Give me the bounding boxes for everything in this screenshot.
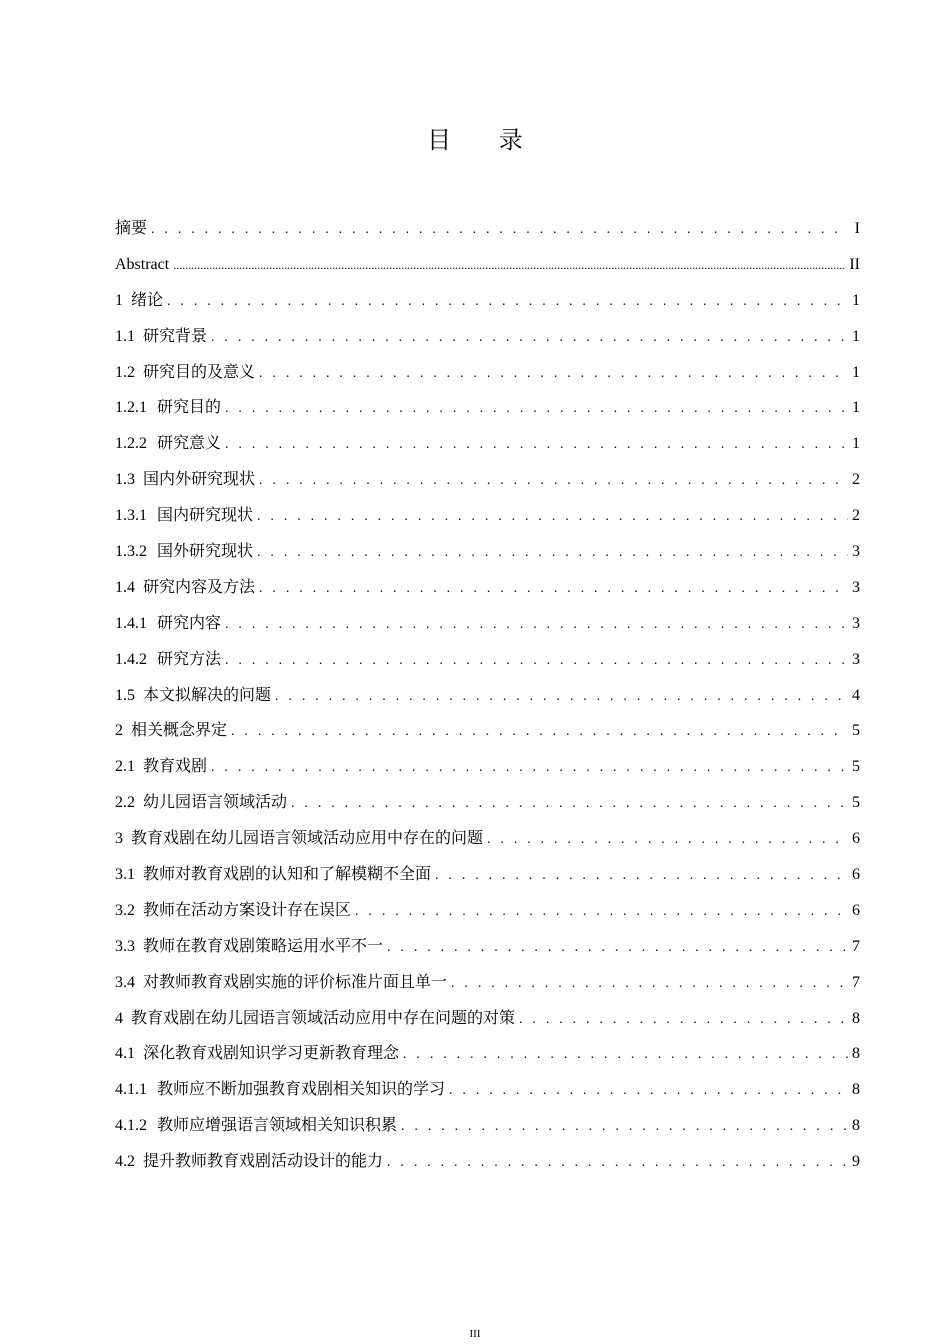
toc-entry-page: 5 <box>852 794 860 812</box>
toc-dot-leader <box>449 1073 848 1109</box>
toc-entry-title: 国外研究现状 <box>157 543 254 561</box>
toc-entry-title: 研究背景 <box>143 327 208 345</box>
toc-entry[interactable] <box>115 570 860 606</box>
toc-entry[interactable] <box>115 283 860 319</box>
toc-entry-title: 教师应不断加强教育戏剧相关知识的学习 <box>157 1081 446 1099</box>
toc-dot-leader <box>167 284 848 320</box>
toc-entry-number: 4.1.1 <box>115 1081 147 1099</box>
toc-entry-page: 6 <box>852 866 860 884</box>
toc-entry-number: 1.4.1 <box>115 614 147 632</box>
toc-entry-number: 1.3.2 <box>115 543 147 561</box>
toc-dot-leader <box>225 427 848 463</box>
toc-dot-leader <box>151 212 848 248</box>
toc-entry[interactable] <box>115 1072 860 1108</box>
toc-entry-title: 国内研究现状 <box>157 507 254 525</box>
toc-title: 目 录 <box>427 126 543 154</box>
toc-entry-number: 2.2 <box>115 794 135 812</box>
toc-entry-title: 幼儿园语言领域活动 <box>143 794 288 812</box>
toc-entry-number: 3.1 <box>115 866 135 884</box>
toc-entry-page: 4 <box>852 686 860 704</box>
toc-entry-number: 1.5 <box>115 686 135 704</box>
toc-dot-leader <box>401 1109 848 1145</box>
toc-entry-title: 绪论 <box>131 291 164 309</box>
toc-dot-leader <box>435 858 848 894</box>
toc-entry-page: 5 <box>852 758 860 776</box>
toc-entry[interactable] <box>115 893 860 929</box>
toc-entry-number: 1.2 <box>115 363 135 381</box>
toc-entry-number: 2 <box>115 722 123 740</box>
toc-entry-title: 相关概念界定 <box>131 722 228 740</box>
toc-entry-title: 研究方法 <box>157 650 222 668</box>
toc-entry[interactable] <box>115 498 860 534</box>
toc-entry-number: 2.1 <box>115 758 135 776</box>
toc-entry-page: I <box>854 220 860 237</box>
toc-entry-title: 对教师教育戏剧实施的评价标准片面且单一 <box>143 973 448 991</box>
toc-entry-number: 1.4 <box>115 578 135 596</box>
toc-entry-page: 3 <box>852 578 860 596</box>
toc-entry[interactable] <box>115 247 860 283</box>
toc-entry-number: 4.1.2 <box>115 1117 147 1135</box>
toc-entry-page: 2 <box>852 471 860 489</box>
toc-dot-leader <box>519 1002 848 1038</box>
page-number: III <box>469 1328 481 1340</box>
toc-dot-leader <box>257 535 848 571</box>
toc-entry[interactable] <box>115 929 860 965</box>
toc-dot-leader <box>259 571 848 607</box>
toc-entry-title: 深化教育戏剧知识学习更新教育理念 <box>143 1045 400 1063</box>
toc-entry-title: 教师在活动方案设计存在误区 <box>143 901 352 919</box>
toc-entry-title: 研究内容及方法 <box>143 578 256 596</box>
toc-dot-leader <box>173 248 845 284</box>
toc-entry-title: 教育戏剧在幼儿园语言领域活动应用中存在的问题 <box>131 830 484 848</box>
toc-dot-leader <box>211 320 848 356</box>
toc-entry-page: 2 <box>852 507 860 525</box>
toc-entry-number: 4.1 <box>115 1045 135 1063</box>
toc-dot-leader <box>387 930 848 966</box>
toc-entry-title: Abstract <box>115 255 170 273</box>
toc-entry-number: 4.2 <box>115 1153 135 1171</box>
toc-entry-page: 8 <box>852 1009 860 1027</box>
toc-entry[interactable] <box>115 1036 860 1072</box>
toc-dot-leader <box>387 1145 848 1181</box>
toc-dot-leader <box>275 679 848 715</box>
toc-dot-leader <box>355 894 848 930</box>
toc-dot-leader <box>225 391 848 427</box>
toc-entry-page: 8 <box>852 1117 860 1135</box>
toc-entry-number: 1.2.1 <box>115 399 147 417</box>
toc-entry[interactable] <box>115 319 860 355</box>
toc-entry[interactable] <box>115 1001 860 1037</box>
toc-entry-title: 教师应增强语言领域相关知识积累 <box>157 1117 398 1135</box>
toc-entry[interactable] <box>115 642 860 678</box>
toc-entry[interactable] <box>115 606 860 642</box>
toc-entry[interactable] <box>115 713 860 749</box>
toc-entry-page: 8 <box>852 1081 860 1099</box>
toc-entry-number: 1.2.2 <box>115 435 147 453</box>
toc-entry[interactable] <box>115 785 860 821</box>
toc-entry-page: 3 <box>852 650 860 668</box>
toc-entry-number: 3.3 <box>115 937 135 955</box>
toc-dot-leader <box>225 607 848 643</box>
toc-entry-page: 1 <box>852 327 860 345</box>
toc-entry-title: 研究意义 <box>157 435 222 453</box>
toc-entry-title: 教师在教育戏剧策略运用水平不一 <box>143 937 384 955</box>
toc-entry[interactable] <box>115 426 860 462</box>
toc-entry[interactable] <box>115 821 860 857</box>
toc-entry-number: 3.4 <box>115 973 135 991</box>
toc-entry-page: 1 <box>852 435 860 453</box>
toc-entry[interactable] <box>115 355 860 391</box>
toc-dot-leader <box>257 499 848 535</box>
toc-entry-number: 3.2 <box>115 901 135 919</box>
toc-dot-leader <box>403 1037 848 1073</box>
toc-entry-title: 研究目的及意义 <box>143 363 256 381</box>
toc-entry-page: 3 <box>852 614 860 632</box>
toc-entry-title: 教师对教育戏剧的认知和了解模糊不全面 <box>143 866 432 884</box>
toc-entry-page: 1 <box>852 363 860 381</box>
toc-entry[interactable] <box>115 390 860 426</box>
toc-entry-page: 7 <box>852 973 860 991</box>
toc-dot-leader <box>259 356 848 392</box>
toc-entry-title: 本文拟解决的问题 <box>143 686 272 704</box>
toc-entry-number: 4 <box>115 1009 123 1027</box>
toc-entry-page: 8 <box>852 1045 860 1063</box>
toc-entry[interactable] <box>115 1108 860 1144</box>
toc-entry-page: 5 <box>852 722 860 740</box>
toc-entry[interactable] <box>115 211 860 247</box>
toc-entry[interactable] <box>115 678 860 714</box>
toc-entry-title: 研究内容 <box>157 614 222 632</box>
toc-entry-page: 9 <box>852 1153 860 1171</box>
toc-entry-page: 3 <box>852 543 860 561</box>
toc-entry-number: 1.3 <box>115 471 135 489</box>
toc-entry-page: 1 <box>852 399 860 417</box>
toc-entry[interactable] <box>115 965 860 1001</box>
toc-entry-title: 教育戏剧在幼儿园语言领域活动应用中存在问题的对策 <box>131 1009 516 1027</box>
toc-dot-leader <box>231 714 848 750</box>
toc-dot-leader <box>211 750 848 786</box>
table-of-contents <box>115 211 860 1180</box>
toc-entry-title: 教育戏剧 <box>143 758 208 776</box>
toc-entry-page: II <box>849 255 860 273</box>
toc-dot-leader <box>259 463 848 499</box>
toc-entry-title: 摘要 <box>115 220 148 237</box>
toc-dot-leader <box>487 822 848 858</box>
toc-entry[interactable] <box>115 534 860 570</box>
toc-dot-leader <box>451 966 848 1002</box>
toc-entry-title: 国内外研究现状 <box>143 471 256 489</box>
toc-entry-page: 1 <box>852 291 860 309</box>
toc-entry[interactable] <box>115 857 860 893</box>
toc-entry-title: 研究目的 <box>157 399 222 417</box>
toc-entry-title: 提升教师教育戏剧活动设计的能力 <box>143 1153 384 1171</box>
toc-entry-number: 1.4.2 <box>115 650 147 668</box>
toc-entry-page: 7 <box>852 937 860 955</box>
toc-dot-leader <box>291 786 848 822</box>
toc-entry-page: 6 <box>852 901 860 919</box>
toc-entry-number: 3 <box>115 830 123 848</box>
toc-entry-number: 1.1 <box>115 327 135 345</box>
toc-entry[interactable] <box>115 749 860 785</box>
toc-entry-number: 1 <box>115 291 123 309</box>
toc-entry-number: 1.3.1 <box>115 507 147 525</box>
toc-entry[interactable] <box>115 462 860 498</box>
toc-entry[interactable] <box>115 1144 860 1180</box>
toc-entry-page: 6 <box>852 830 860 848</box>
toc-dot-leader <box>225 643 848 679</box>
